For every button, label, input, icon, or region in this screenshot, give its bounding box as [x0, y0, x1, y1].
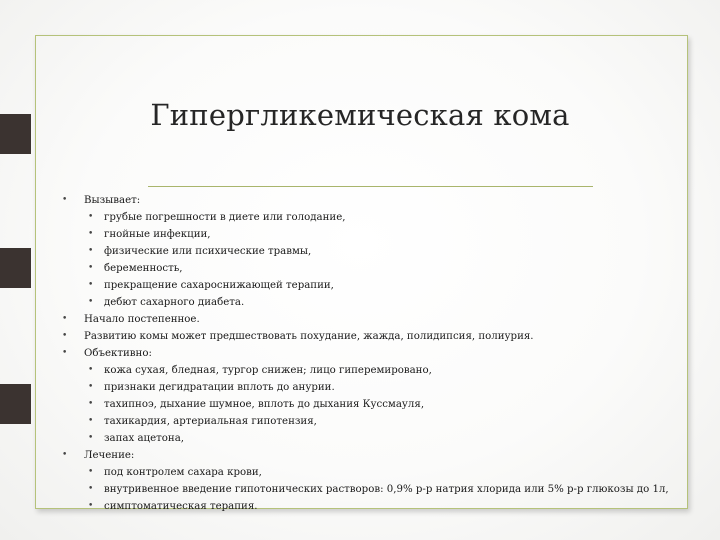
bullet-dot-icon: • [88, 484, 94, 494]
sub-bullet-text: внутривенное введение гипотонических растворов: 0,9% р-р натрия хлорида или 5% р-р глюкозы до 1л, [104, 484, 669, 495]
sub-bullet-text: тахипноэ, дыхание шумное, вплоть до дыхания Куссмауля, [104, 399, 425, 410]
bullet-text: Развитию комы может предшествовать похудание, жажда, полидипсия, полиурия. [84, 331, 534, 342]
bullet-dot-icon: • [88, 280, 94, 290]
sub-bullet-text: грубые погрешности в диете или голодание, [104, 212, 346, 223]
sub-bullet-item [84, 413, 702, 430]
sub-bullet-text: симптоматическая терапия. [104, 501, 258, 512]
sub-bullet-text: признаки дегидратации вплоть до анурии. [104, 382, 335, 393]
bullet-dot-icon: • [62, 348, 68, 358]
sub-bullet-text: запах ацетона, [104, 433, 185, 444]
bullet-dot-icon: • [88, 501, 94, 511]
sub-bullet-item [84, 430, 702, 447]
bullet-dot-icon: • [88, 229, 94, 239]
title-underline [148, 186, 593, 187]
bullet-dot-icon: • [88, 246, 94, 256]
bullet-dot-icon: • [88, 297, 94, 307]
left-tab-decoration [0, 114, 31, 154]
bullet-list [62, 192, 702, 515]
bullet-dot-icon: • [88, 382, 94, 392]
sub-bullet-text: гнойные инфекции, [104, 229, 211, 240]
bullet-item [62, 311, 702, 328]
sub-bullet-text: кожа сухая, бледная, тургор снижен; лицо гиперемировано, [104, 365, 432, 376]
sub-bullet-item [84, 498, 702, 515]
bullet-item [62, 447, 702, 515]
bullet-dot-icon: • [88, 212, 94, 222]
bullet-dot-icon: • [88, 399, 94, 409]
sub-bullet-item [84, 277, 702, 294]
sub-bullet-item [84, 260, 702, 277]
bullet-dot-icon: • [62, 314, 68, 324]
sub-bullet-list [84, 362, 702, 447]
bullet-dot-icon: • [88, 365, 94, 375]
bullet-text: Вызывает: [84, 195, 141, 206]
bullet-item [62, 328, 702, 345]
sub-bullet-text: беременность, [104, 263, 183, 274]
sub-bullet-list [84, 464, 702, 515]
left-tab-decoration [0, 248, 31, 288]
bullet-text: Начало постепенное. [84, 314, 200, 325]
sub-bullet-item [84, 464, 702, 481]
sub-bullet-item [84, 362, 702, 379]
sub-bullet-item [84, 209, 702, 226]
bullet-dot-icon: • [62, 331, 68, 341]
slide-content [62, 192, 702, 515]
sub-bullet-text: тахикардия, артериальная гипотензия, [104, 416, 317, 427]
sub-bullet-item [84, 396, 702, 413]
sub-bullet-text: под контролем сахара крови, [104, 467, 262, 478]
left-tab-decoration [0, 384, 31, 424]
sub-bullet-item [84, 294, 702, 311]
bullet-dot-icon: • [88, 263, 94, 273]
sub-bullet-text: дебют сахарного диабета. [104, 297, 245, 308]
bullet-dot-icon: • [88, 416, 94, 426]
bullet-dot-icon: • [88, 467, 94, 477]
sub-bullet-item [84, 379, 702, 396]
bullet-item [62, 345, 702, 447]
bullet-text: Объективно: [84, 348, 152, 359]
bullet-item [62, 192, 702, 311]
slide-title: Гипергликемическая кома [150, 98, 570, 132]
sub-bullet-item [84, 243, 702, 260]
sub-bullet-item [84, 481, 702, 498]
sub-bullet-list [84, 209, 702, 311]
sub-bullet-text: физические или психические травмы, [104, 246, 312, 257]
sub-bullet-text: прекращение сахароснижающей терапии, [104, 280, 334, 291]
bullet-text: Лечение: [84, 450, 135, 461]
bullet-dot-icon: • [62, 450, 68, 460]
sub-bullet-item [84, 226, 702, 243]
bullet-dot-icon: • [62, 195, 68, 205]
bullet-dot-icon: • [88, 433, 94, 443]
